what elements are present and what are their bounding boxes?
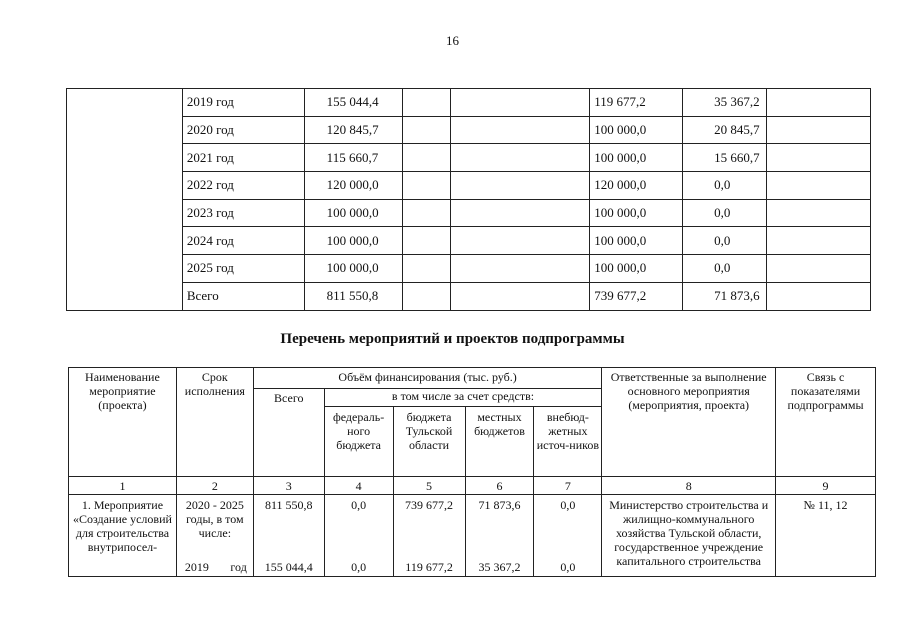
local-cell: 0,0 — [683, 227, 767, 255]
local-cell: 0,0 — [683, 199, 767, 227]
empty-cell — [767, 255, 871, 283]
empty-cell — [450, 282, 590, 310]
empty-cell — [767, 89, 871, 117]
column-number: 4 — [324, 477, 393, 495]
regional-cell: 119 677,2 — [590, 89, 683, 117]
regional-cell: 120 000,0 — [590, 172, 683, 200]
empty-cell — [767, 172, 871, 200]
activity-regional-cell — [393, 495, 465, 577]
page-number: 16 — [446, 33, 459, 48]
header-link: Связь с показателями подпрограммы — [776, 368, 876, 477]
section-title: Перечень мероприятий и проектов подпрограммы — [280, 331, 625, 347]
table-row — [67, 144, 871, 172]
header-regional: бюджета Тульской области — [393, 407, 465, 477]
total-cell: 811 550,8 — [304, 282, 402, 310]
year-cell: 2020 год — [182, 116, 304, 144]
total-cell: 100 000,0 — [304, 227, 402, 255]
activity-total: 811 550,8 — [264, 498, 313, 512]
activity-federal-2019: 0,0 — [351, 560, 367, 574]
total-cell: 100 000,0 — [304, 255, 402, 283]
empty-cell — [402, 172, 450, 200]
empty-cell — [402, 89, 450, 117]
empty-cell — [767, 199, 871, 227]
year-cell: 2023 год — [182, 199, 304, 227]
activity-federal: 0,0 — [351, 498, 367, 512]
table-row — [67, 116, 871, 144]
empty-cell — [402, 116, 450, 144]
empty-cell — [450, 144, 590, 172]
year-2019-suffix: год — [230, 560, 247, 574]
local-cell: 15 660,7 — [683, 144, 767, 172]
header-federal: федераль-ного бюджета — [324, 407, 393, 477]
total-cell: 115 660,7 — [304, 144, 402, 172]
regional-cell: 100 000,0 — [590, 116, 683, 144]
header-local: местных бюджетов — [465, 407, 534, 477]
table-row — [67, 227, 871, 255]
empty-cell — [450, 199, 590, 227]
year-2019-label: 2019 — [184, 560, 209, 574]
empty-cell — [402, 227, 450, 255]
empty-cell — [767, 116, 871, 144]
activity-total-cell — [253, 495, 324, 577]
column-number: 7 — [534, 477, 602, 495]
regional-cell: 100 000,0 — [590, 227, 683, 255]
empty-cell — [402, 144, 450, 172]
year-cell: 2021 год — [182, 144, 304, 172]
header-financing: Объём финансирования (тыс. руб.) — [253, 368, 602, 389]
regional-cell: 100 000,0 — [590, 144, 683, 172]
empty-cell — [450, 172, 590, 200]
regional-cell: 100 000,0 — [590, 199, 683, 227]
total-cell: 120 000,0 — [304, 172, 402, 200]
activity-extra-cell — [534, 495, 602, 577]
local-cell: 71 873,6 — [683, 282, 767, 310]
column-number: 6 — [465, 477, 534, 495]
year-cell: 2025 год — [182, 255, 304, 283]
header-extra: внебюд-жетных источ-ников — [534, 407, 602, 477]
funding-by-year-table — [66, 88, 871, 311]
header-name: Наименование мероприятие (проекта) — [69, 368, 177, 477]
total-cell: 120 845,7 — [304, 116, 402, 144]
column-number: 5 — [393, 477, 465, 495]
column-number: 9 — [776, 477, 876, 495]
activity-extra: 0,0 — [560, 498, 576, 512]
activity-regional-2019: 119 677,2 — [405, 560, 453, 574]
table-row — [67, 255, 871, 283]
activity-term-cell — [176, 495, 253, 577]
activity-regional: 739 677,2 — [405, 498, 454, 512]
empty-cell — [450, 255, 590, 283]
empty-cell — [767, 144, 871, 172]
column-number: 8 — [602, 477, 776, 495]
regional-cell: 100 000,0 — [590, 255, 683, 283]
table-row — [67, 89, 871, 117]
activities-table — [68, 367, 876, 577]
activity-name: 1. Мероприятие «Создание условий для строительства внутрипосел- — [69, 495, 177, 577]
activity-term: 2020 - 2025 годы, в том числе: — [185, 498, 244, 540]
activity-extra-2019: 0,0 — [560, 560, 576, 574]
header-term: Срок исполнения — [176, 368, 253, 477]
column-number: 3 — [253, 477, 324, 495]
empty-cell — [402, 282, 450, 310]
year-cell: 2022 год — [182, 172, 304, 200]
local-cell: 20 845,7 — [683, 116, 767, 144]
empty-cell — [67, 89, 183, 311]
header-responsible: Ответственные за выполнение основного мероприятия (мероприятия, проекта) — [602, 368, 776, 477]
activity-federal-cell — [324, 495, 393, 577]
empty-cell — [402, 255, 450, 283]
local-cell: 35 367,2 — [683, 89, 767, 117]
table-row — [67, 282, 871, 310]
local-cell: 0,0 — [683, 255, 767, 283]
year-cell: Всего — [182, 282, 304, 310]
total-cell: 155 044,4 — [304, 89, 402, 117]
column-number: 1 — [69, 477, 177, 495]
year-cell: 2024 год — [182, 227, 304, 255]
activity-local-cell — [465, 495, 534, 577]
activity-local: 71 873,6 — [478, 498, 521, 512]
empty-cell — [767, 282, 871, 310]
table-row — [67, 172, 871, 200]
activity-link: № 11, 12 — [776, 495, 876, 577]
empty-cell — [767, 227, 871, 255]
empty-cell — [450, 227, 590, 255]
empty-cell — [450, 89, 590, 117]
activity-total-2019: 155 044,4 — [264, 560, 313, 574]
table-row — [67, 199, 871, 227]
year-cell: 2019 год — [182, 89, 304, 117]
column-number: 2 — [176, 477, 253, 495]
activity-responsible: Министерство строительства и жилищно-коммунального хозяйства Тульской области, государственное учреждение капитального строительства — [602, 495, 776, 577]
local-cell: 0,0 — [683, 172, 767, 200]
empty-cell — [450, 116, 590, 144]
total-cell: 100 000,0 — [304, 199, 402, 227]
empty-cell — [402, 199, 450, 227]
regional-cell: 739 677,2 — [590, 282, 683, 310]
header-including: в том числе за счет средств: — [324, 389, 602, 407]
activity-local-2019: 35 367,2 — [478, 560, 521, 574]
header-total: Всего — [253, 389, 324, 477]
